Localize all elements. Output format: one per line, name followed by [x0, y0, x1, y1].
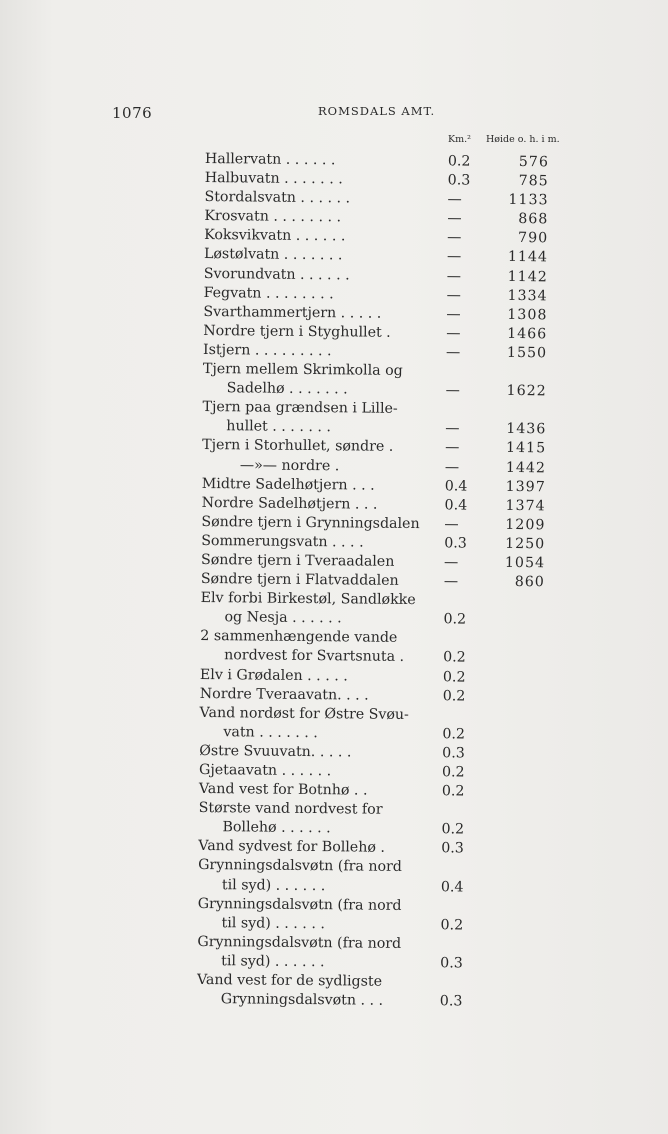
row-name: Midtre Sadelhøtjern . . . [201, 475, 375, 494]
row-name: Halbuvatn . . . . . . . [204, 170, 343, 188]
row-name: Elv i Grødalen . . . . . [199, 666, 348, 684]
row-name: Krosvatn . . . . . . . . [204, 208, 342, 226]
row-height: 1209 [505, 516, 546, 534]
row-area: 0.2 [440, 917, 464, 934]
row-area: 0.2 [443, 649, 466, 666]
row-height: 1466 [507, 325, 548, 343]
row-area: 0.2 [442, 687, 466, 705]
row-name: —»— nordre . [239, 456, 340, 474]
row-name: til syd) . . . . . . [221, 953, 325, 971]
row-area: — [446, 306, 461, 323]
row-name: 2 sammenhængende vande [200, 628, 398, 647]
row-area: 0.4 [444, 497, 468, 514]
row-name: Søndre tjern i Grynningsdalen [201, 513, 420, 532]
row-name: Største vand nordvest for [198, 800, 383, 818]
row-name: Sadelhø . . . . . . . [226, 380, 348, 398]
running-head: ROMSDALS AMT. [318, 104, 436, 118]
row-height: 1144 [507, 249, 549, 266]
row-height: 1436 [506, 421, 547, 438]
row-area: — [447, 229, 462, 246]
table-row [197, 990, 587, 1013]
lake-table [197, 150, 595, 1013]
row-name: Østre Svuuvatn. . . . . [199, 742, 352, 761]
row-name: Svorundvatn . . . . . . [203, 265, 350, 283]
row-height: 1133 [508, 192, 549, 209]
row-name: Svarthammertjern . . . . . [203, 303, 382, 322]
row-height: 790 [517, 230, 549, 247]
row-name: Nordre tjern i Styghullet . [203, 322, 391, 341]
row-height: 1374 [505, 497, 546, 514]
row-height: 576 [518, 154, 549, 171]
row-name: Søndre tjern i Flatvaddalen [200, 571, 399, 589]
row-area: — [445, 382, 460, 399]
row-name: Løstølvatn . . . . . . . [203, 246, 343, 264]
row-name: Grynningsdalsvøtn . . . [220, 991, 384, 1009]
row-name: og Nesja . . . . . . [224, 609, 342, 627]
row-area: 0.4 [440, 878, 464, 896]
row-height: 1415 [505, 440, 547, 457]
row-area: 0.2 [441, 783, 465, 800]
row-area: 0.2 [443, 611, 467, 628]
row-area: 0.2 [447, 153, 471, 170]
row-area: — [444, 516, 459, 533]
row-height: 1308 [507, 306, 548, 324]
row-name: Bollehø . . . . . . [222, 819, 331, 837]
row-height: 1250 [505, 535, 546, 553]
row-area: — [445, 439, 460, 456]
row-area: — [446, 325, 461, 342]
row-height: 1622 [506, 383, 547, 400]
row-area: 0.2 [441, 821, 465, 838]
row-name: Søndre tjern i Tveraadalen [200, 551, 395, 570]
row-area: 0.4 [444, 477, 468, 495]
row-name: til syd) . . . . . . [221, 914, 325, 932]
row-height: 860 [514, 574, 545, 591]
row-name: Istjern . . . . . . . . . [203, 341, 332, 360]
row-height: 1397 [505, 478, 546, 495]
row-name: Grynningsdalsvøtn (fra nord [198, 857, 402, 876]
row-area: 0.3 [444, 535, 467, 552]
row-height: 1550 [506, 344, 548, 362]
row-name: Gjetaavatn . . . . . . [198, 761, 332, 780]
row-area: — [445, 420, 460, 437]
row-name: til syd) . . . . . . [221, 876, 326, 894]
row-name: Vand sydvest for Bollehø . [198, 838, 386, 857]
row-area: 0.3 [442, 745, 465, 762]
row-height: 1142 [507, 268, 548, 285]
row-area: 0.3 [439, 993, 463, 1010]
row-area: — [443, 573, 459, 590]
row-area: — [446, 286, 461, 304]
row-name: vatn . . . . . . . [223, 724, 318, 741]
row-area: 0.3 [441, 840, 464, 857]
row-name: Grynningsdalsvøtn (fra nord [197, 933, 402, 952]
row-area: 0.2 [442, 668, 466, 686]
row-area: 0.2 [442, 726, 466, 743]
row-name: Vand vest for Botnhø . . [198, 781, 368, 799]
row-area: — [446, 267, 462, 285]
row-name: Fegvatn . . . . . . . . [203, 284, 334, 302]
row-name: Nordre Tveraavatn. . . . [199, 685, 369, 704]
row-name: Koksvikvatn . . . . . . [204, 227, 346, 245]
row-area: — [445, 344, 461, 361]
row-name: hullet . . . . . . . [226, 418, 332, 436]
row-name: Stordalsvatn . . . . . . [204, 189, 351, 207]
row-area: — [446, 248, 462, 265]
row-area: 0.2 [441, 764, 465, 781]
row-name: Grynningsdalsvøtn (fra nord [197, 895, 402, 914]
row-name: Vand vest for de sydligste [196, 971, 383, 990]
row-area: — [447, 191, 462, 208]
row-name: Tjern paa grændsen i Lille- [202, 399, 398, 418]
row-area: — [443, 554, 459, 571]
row-name: nordvest for Svartsnuta . [224, 647, 405, 666]
page-number: 1076 [112, 104, 153, 122]
row-name: Elv forbi Birkestøl, Sandløkke [200, 590, 416, 609]
row-height: 785 [518, 173, 549, 190]
column-header-height: Høide o. h. i m. [486, 134, 560, 145]
row-height: 1054 [504, 554, 546, 572]
row-name: Sommerungsvatn . . . . [201, 532, 364, 551]
row-area: 0.3 [440, 955, 463, 972]
row-height: 868 [518, 211, 549, 228]
row-height: 1442 [505, 459, 547, 476]
row-name: Tjern mellem Skrimkolla og [202, 361, 403, 379]
row-area: — [447, 210, 462, 227]
column-header-km: Km.² [448, 134, 471, 145]
row-name: Tjern i Storhullet, søndre . [202, 437, 394, 456]
row-name: Hallervatn . . . . . . [204, 150, 336, 169]
row-height: 1334 [507, 287, 548, 304]
row-area: 0.3 [447, 172, 471, 189]
row-name: Vand nordøst for Østre Svøu- [199, 704, 409, 723]
row-area: — [444, 458, 460, 475]
row-name: Nordre Sadelhøtjern . . . [201, 494, 378, 513]
